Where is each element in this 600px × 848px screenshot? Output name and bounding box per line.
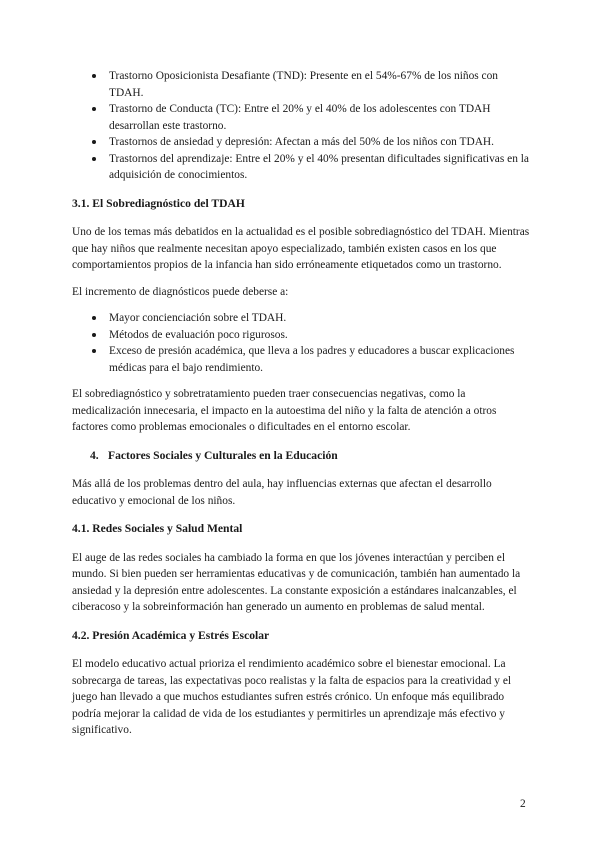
list-item: Trastornos de ansiedad y depresión: Afectan a más del 50% de los niños con TDAH. <box>109 134 530 151</box>
paragraph: El incremento de diagnósticos puede deberse a: <box>72 285 289 298</box>
list-item: Mayor concienciación sobre el TDAH. <box>109 310 530 327</box>
causes-list <box>72 310 530 376</box>
list-item: Trastorno Oposicionista Desafiante (TND): Presente en el 54%-67% de los niños con TDAH. <box>109 68 530 101</box>
list-item: Trastornos del aprendizaje: Entre el 20% y el 40% presentan dificultades significativas en la adquisición de conocimientos. <box>109 151 530 184</box>
page-number: 2 <box>520 798 526 810</box>
section-number: 4. <box>90 448 99 462</box>
paragraph: El auge de las redes sociales ha cambiado la forma en que los jóvenes interactúan y perciben el mundo. Si bien pueden ser herramientas educativas y de comunicación, también han aumentado la ansiedad y la depresión entre adolescentes. La constante exposición a estándares inalcanzables, el ciberacoso y la sobreinformación han generado un aumento en problemas de salud mental. <box>72 551 521 613</box>
comorbidity-list <box>72 68 530 184</box>
section-heading-4-1: 4.1. Redes Sociales y Salud Mental <box>72 522 243 535</box>
section-heading-3-1: 3.1. El Sobrediagnóstico del TDAH <box>72 196 245 210</box>
list-item: Exceso de presión académica, que lleva a los padres y educadores a buscar explicaciones médicas para el bajo rendimiento. <box>109 343 530 376</box>
list-item: Trastorno de Conducta (TC): Entre el 20% y el 40% de los adolescentes con TDAH desarrollan este trastorno. <box>109 101 530 134</box>
paragraph: El sobrediagnóstico y sobretratamiento pueden traer consecuencias negativas, como la medicalización innecesaria, el impacto en la autoestima del niño y la falta de atención a otros factores como problemas emocionales o dificultades en el entorno escolar. <box>72 388 497 433</box>
section-heading-4 <box>72 448 530 465</box>
paragraph: Uno de los temas más debatidos en la actualidad es el posible sobrediagnóstico del TDAH. Mientras que hay niños que realmente necesitan apoyo especializado, también existen casos en los que comportamientos propios de la infancia han sido erróneamente etiquetados como un trastorno. <box>72 226 530 271</box>
paragraph: Más allá de los problemas dentro del aula, hay influencias externas que afectan el desarrollo educativo y emocional de los niños. <box>72 478 492 507</box>
document-page <box>72 68 530 739</box>
paragraph: El modelo educativo actual prioriza el rendimiento académico sobre el bienestar emocional. La sobrecarga de tareas, las expectativas poco realistas y la falta de espacios para la creatividad y el juego han llevado a que muchos estudiantes sufren estrés crónico. Un enfoque más equilibrado podría mejorar la calidad de vida de los estudiantes y permitirles un aprendizaje más efectivo y significativo. <box>72 658 512 736</box>
list-item: Métodos de evaluación poco rigurosos. <box>109 327 530 344</box>
section-heading-4-2: 4.2. Presión Académica y Estrés Escolar <box>72 628 270 642</box>
section-title: Factores Sociales y Culturales en la Educación <box>108 448 338 462</box>
